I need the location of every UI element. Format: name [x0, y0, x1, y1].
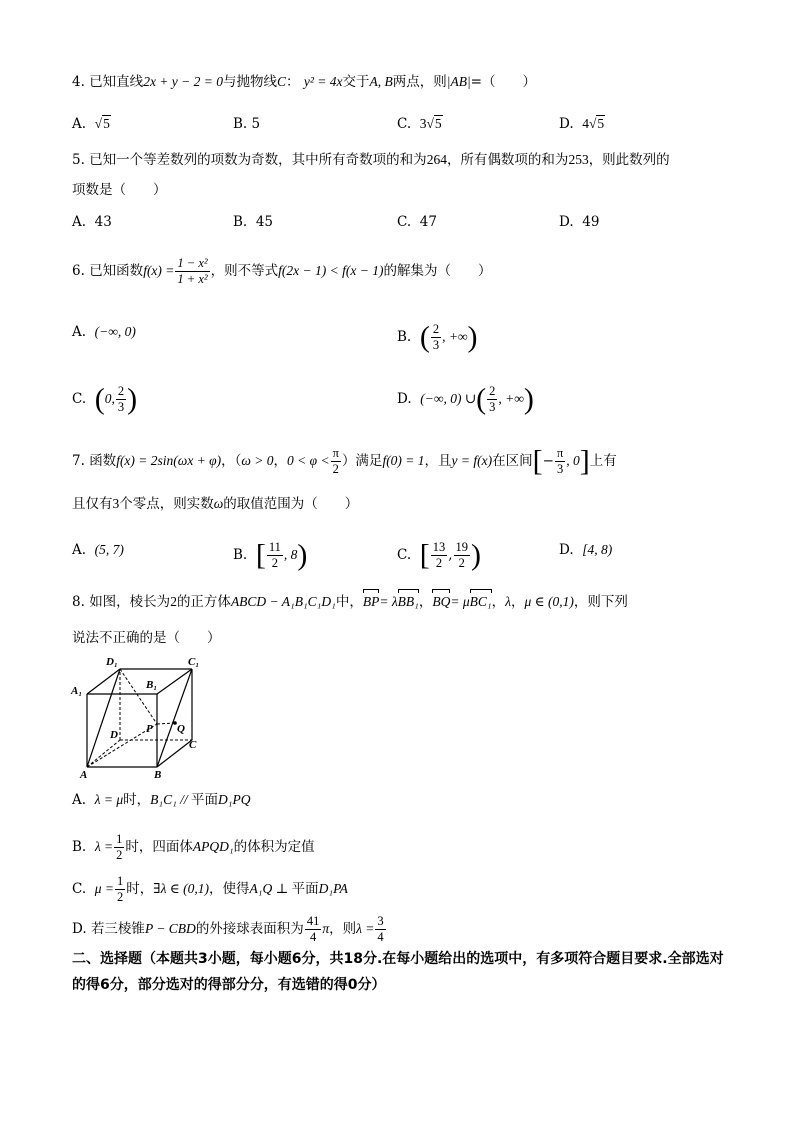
q7-option-d[interactable]: D. [4, 8) — [559, 542, 613, 558]
q4-option-b[interactable]: B. 5 — [233, 116, 261, 132]
q4-stem: 4. 已知直线2x + y − 2 = 0与抛物线C： y² = 4x交于A, B两点，则|AB|=（ ） — [72, 74, 536, 90]
q6-option-a[interactable]: A. (−∞, 0) — [72, 324, 136, 340]
label-p: P — [146, 723, 153, 735]
label-q: Q — [177, 723, 185, 735]
q7-option-c[interactable]: C. [ $\frac{13}{2}$ , $\frac{19}{2}$ ) — [397, 538, 482, 572]
edge-B1-C1 — [157, 669, 192, 694]
label-c: C — [189, 739, 197, 751]
q7-option-a[interactable]: A. (5, 7) — [72, 542, 124, 558]
section-2-heading: 二、选择题（本题共3小题，每小题6分，共18分.在每小题给出的选项中，有多项符合题目要求.全部选对的得6分，部分选对的得部分分，有选错的得0分） — [72, 951, 724, 993]
q7-stem-line2: 且仅有3个零点，则实数ω的取值范围为（ ） — [72, 496, 359, 512]
label-b1: B₁ — [146, 679, 158, 691]
q6-option-d[interactable]: D. (−∞, 0) ∪( $\frac{2}{3}$ , +∞) — [397, 382, 534, 416]
label-b: B — [154, 769, 162, 780]
q6-option-c[interactable]: C. (0, $\frac{2}{3}$ ) — [72, 382, 138, 416]
edge-A1-D1 — [87, 669, 120, 694]
q6-stem: 6. 已知函数f(x) = $\frac{\text{1 − x²}}{\text{1 + x²}}$ ，则不等式f(2x − 1) < f(x − 1)的解集为（ ） — [72, 256, 492, 286]
q5-option-d[interactable]: D. 49 — [559, 214, 600, 230]
q7-stem: 7. 函数f(x) = 2sin(ωx + φ)，（ω > 0，0 < φ < $\frac{\pi}{2}$ ）满足f(0) = 1，且y = f(x)在区间[− $\frac{\pi}{3}$ , 0]上有 — [72, 444, 617, 478]
q7-option-b[interactable]: B. [ $\frac{11}{2}$ , 8) — [233, 538, 308, 572]
q8-option-c[interactable]: C. μ = $\frac{1}{2}$ 时，∃λ ∈ (0,1)，使得A₁Q ⊥ 平面D₁PA — [72, 874, 348, 904]
q8-option-b[interactable]: B. λ = $\frac{1}{2}$ 时，四面体APQD₁的体积为定值 — [72, 832, 315, 862]
cube-figure — [68, 652, 218, 780]
seg-D1-P — [120, 669, 157, 724]
q4-option-c[interactable]: C. 3√5 — [397, 116, 442, 132]
seg-D1-A — [87, 669, 120, 767]
q8-stem-line2: 说法不正确的是（ ） — [72, 630, 221, 646]
q5-option-c[interactable]: C. 47 — [397, 214, 437, 230]
q5-stem: 5. 已知一个等差数列的项数为奇数，其中所有奇数项的和为264，所有偶数项的和为253，则此数列的 — [72, 152, 670, 168]
q8-option-a[interactable]: A. λ = μ时，B₁C₁ // 平面D₁PQ — [72, 792, 251, 808]
q5-option-b[interactable]: B. 45 — [233, 214, 273, 230]
q5-option-a[interactable]: A. 43 — [72, 214, 112, 230]
label-c1: C₁ — [188, 656, 200, 668]
q4-option-a[interactable]: A. √5 — [72, 116, 110, 132]
q8-option-d[interactable]: D. 若三棱锥P − CBD的外接球表面积为 $\frac{41}{4}$ π，则λ = $\frac{3}{4}$ — [72, 914, 384, 944]
q6-option-b[interactable]: B. ( $\frac{2}{3}$ , +∞) — [397, 320, 478, 354]
label-d: D — [110, 729, 118, 741]
q4-option-d[interactable]: D. 4√5 — [559, 116, 605, 132]
q5-stem-line2: 项数是（ ） — [72, 182, 167, 198]
label-a1: A₁ — [71, 685, 83, 697]
q8-stem: 8. 如图，棱长为2的正方体ABCD − A₁B₁C₁D₁中，BP= λBB₁，BQ= μBC₁，λ，μ ∈ (0,1)，则下列 — [72, 594, 628, 610]
label-a: A — [80, 769, 88, 780]
diag-B-C1 — [157, 669, 192, 767]
label-d1: D₁ — [106, 656, 118, 668]
